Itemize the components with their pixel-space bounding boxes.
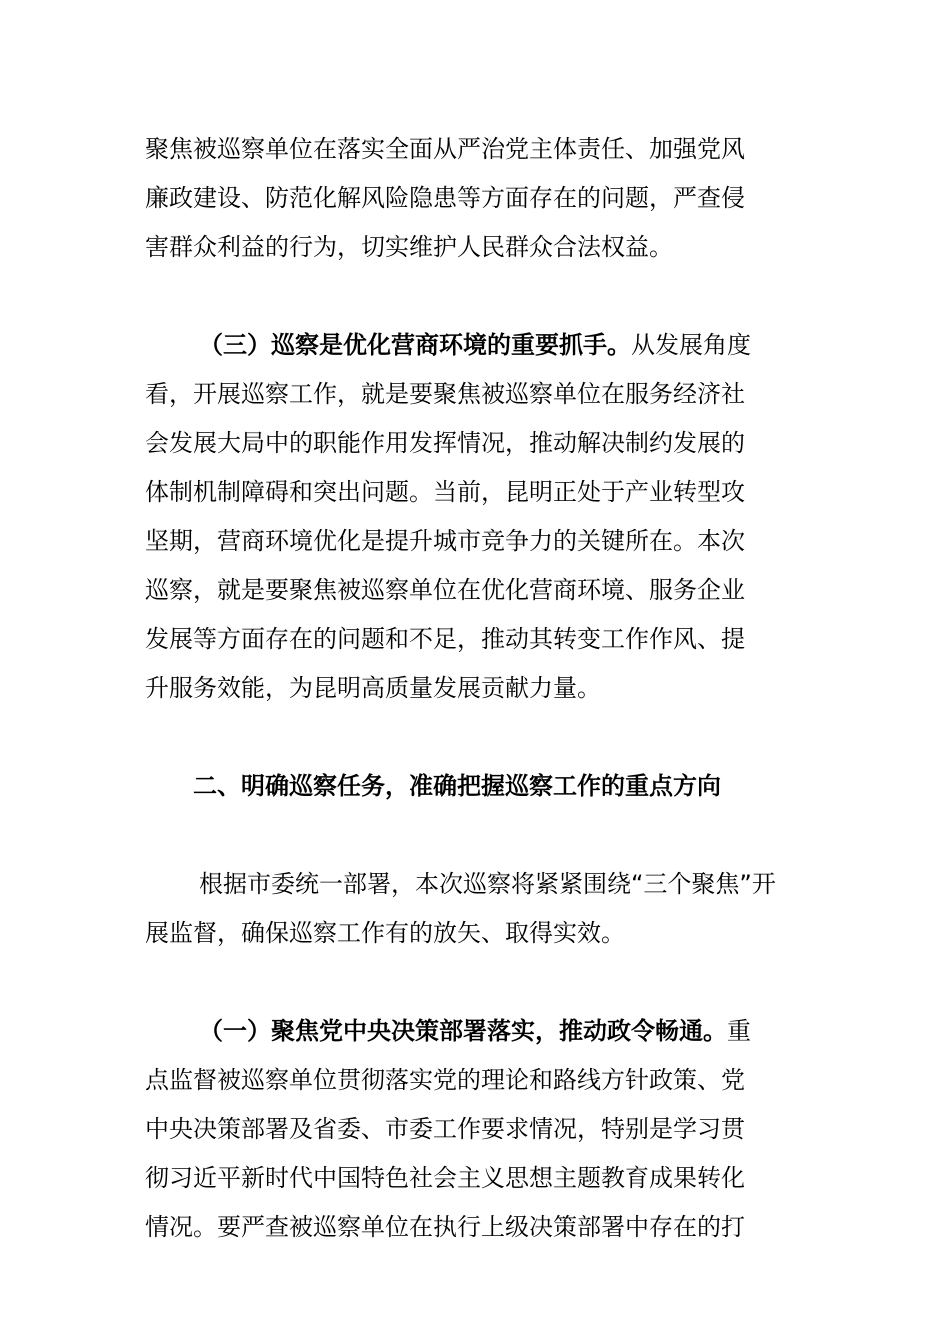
paragraph-line: 中央决策部署及省委、市委工作要求情况，特别是学习贯 — [145, 1115, 745, 1143]
paragraph-line: 害群众利益的行为，切实维护人民群众合法权益。 — [145, 233, 673, 261]
subsection-heading-3: （三）巡察是优化营商环境的重要抓手。 — [199, 331, 631, 359]
subsection-first-line — [145, 321, 805, 370]
paragraph-line: 廉政建设、防范化解风险隐患等方面存在的问题，严查侵 — [145, 184, 745, 212]
paragraph-line: 升服务效能，为昆明高质量发展贡献力量。 — [145, 674, 601, 702]
paragraph-line: 彻习近平新时代中国特色社会主义思想主题教育成果转化 — [145, 1164, 745, 1192]
paragraph-line: 坚期，营商环境优化是提升城市竞争力的关键所在。本次 — [145, 527, 745, 555]
document-page — [145, 125, 805, 1252]
paragraph-line: 发展等方面存在的问题和不足，推动其转变工作作风、提 — [145, 625, 745, 653]
subsection-first-line — [145, 1007, 805, 1056]
paragraph-line: 聚焦被巡察单位在落实全面从严治党主体责任、加强党风 — [145, 135, 745, 163]
paragraph-line: 点监督被巡察单位贯彻落实党的理论和路线方针政策、党 — [145, 1066, 745, 1094]
paragraph-line: 巡察，就是要聚焦被巡察单位在优化营商环境、服务企业 — [145, 576, 745, 604]
paragraph-line: 体制机制障碍和突出问题。当前，昆明正处于产业转型攻 — [145, 478, 745, 506]
paragraph-line: 看，开展巡察工作，就是要聚焦被巡察单位在服务经济社 — [145, 380, 745, 408]
section-heading-2: 二、明确巡察任务，准确把握巡察工作的重点方向 — [193, 772, 721, 800]
paragraph-line: 根据市委统一部署，本次巡察将紧紧围绕“三个聚焦”开 — [199, 870, 776, 898]
paragraph-line: 情况。要严查被巡察单位在执行上级决策部署中存在的打 — [145, 1213, 745, 1241]
subsection-heading-1: （一）聚焦党中央决策部署落实，推动政令畅通。 — [199, 1017, 727, 1045]
paragraph-text: 重 — [727, 1017, 751, 1045]
paragraph-line: 展监督，确保巡察工作有的放矢、取得实效。 — [145, 919, 625, 947]
paragraph-line: 会发展大局中的职能作用发挥情况，推动解决制约发展的 — [145, 429, 745, 457]
paragraph-text: 从发展角度 — [631, 331, 751, 359]
